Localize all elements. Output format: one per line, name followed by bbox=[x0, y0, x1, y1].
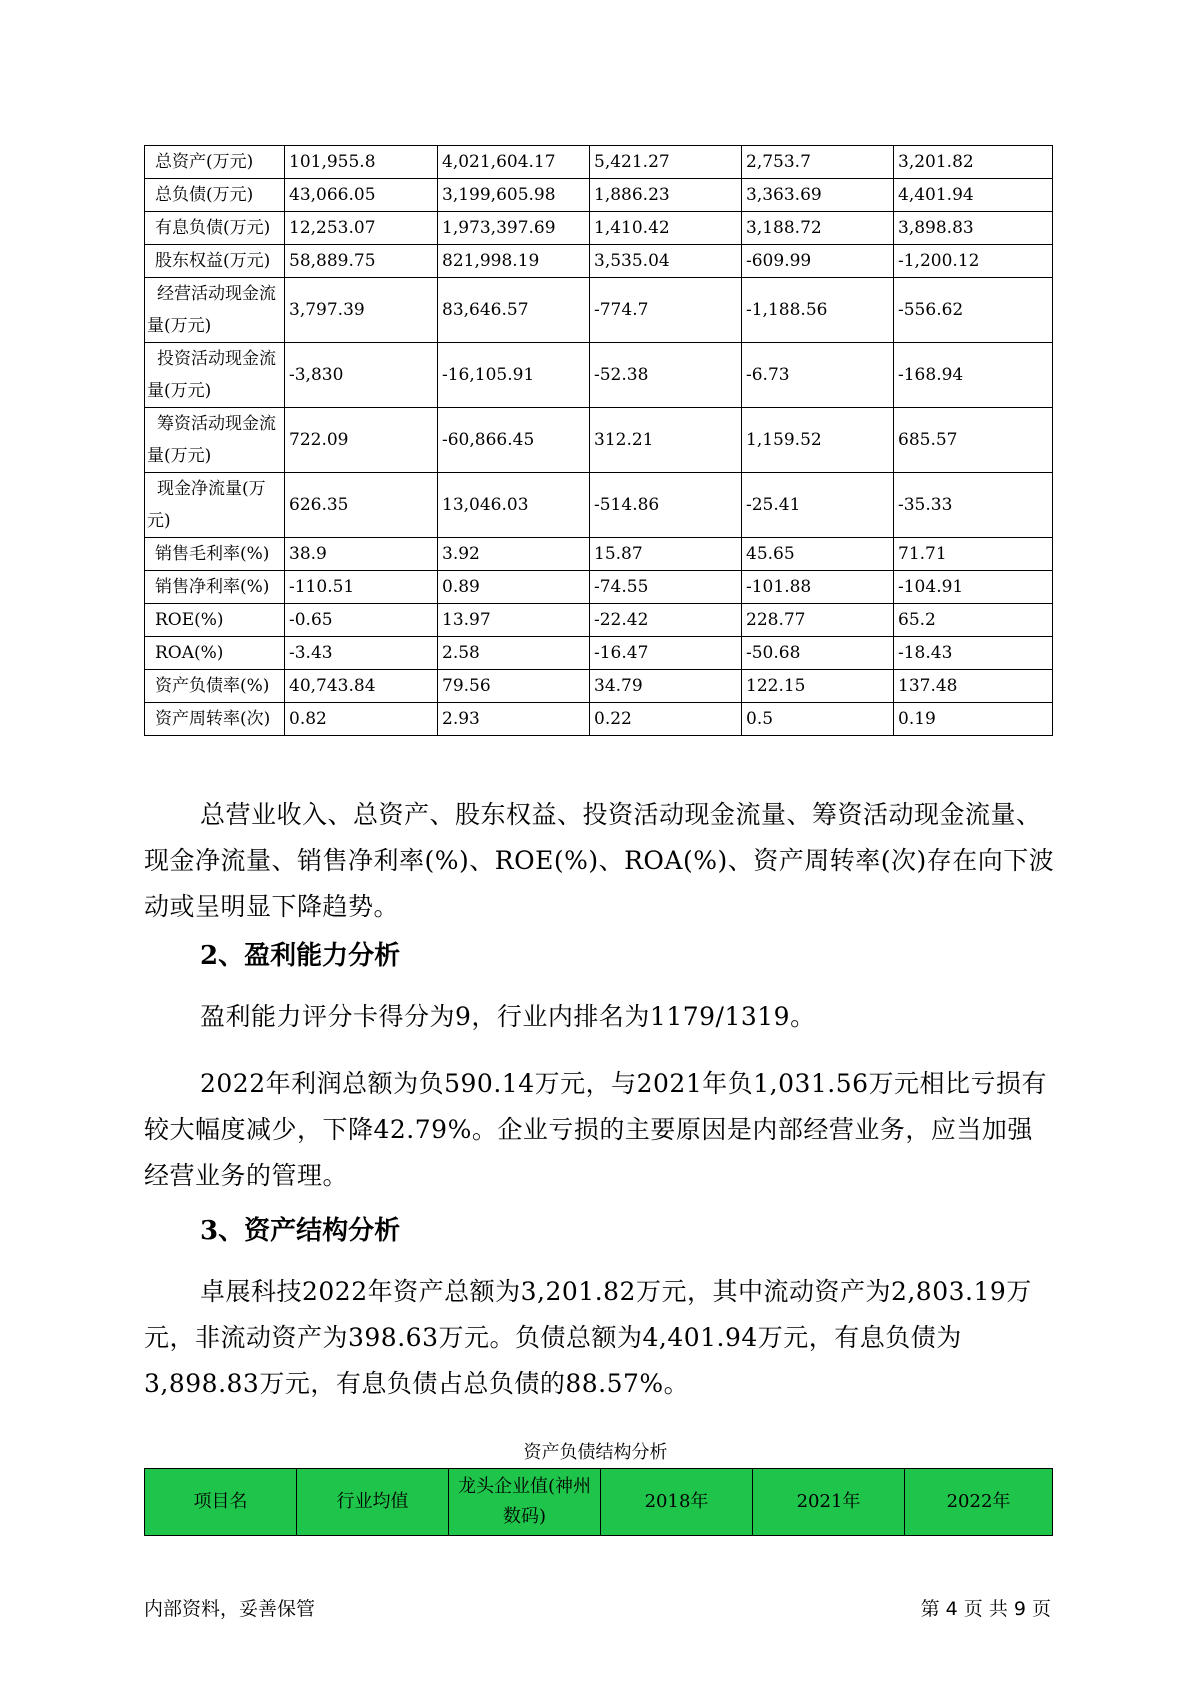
table-row bbox=[145, 343, 1053, 408]
table-cell: -74.55 bbox=[590, 571, 742, 604]
table-cell: 2.58 bbox=[438, 637, 590, 670]
header-leader-value: 龙头企业值(神州数码) bbox=[449, 1469, 601, 1536]
section-2-paragraph-2: 2022年利润总额为负590.14万元，与2021年负1,031.56万元相比亏损有较大幅度减少，下降42.79%。企业亏损的主要原因是内部经营业务，应当加强经营业务的管理。 bbox=[144, 1069, 1048, 1190]
table-cell: -16,105.91 bbox=[438, 343, 590, 408]
table-cell: 0.82 bbox=[285, 703, 438, 736]
table-cell: 1,159.52 bbox=[742, 408, 894, 473]
table-row bbox=[145, 703, 1053, 736]
row-label: 资产周转率(次) bbox=[145, 703, 285, 736]
table-cell: 43,066.05 bbox=[285, 179, 438, 212]
section-2-paragraph-1: 盈利能力评分卡得分为9，行业内排名为1179/1319。 bbox=[200, 1002, 816, 1031]
table-cell: 3,535.04 bbox=[590, 245, 742, 278]
table-cell: -1,200.12 bbox=[894, 245, 1053, 278]
table-cell: 228.77 bbox=[742, 604, 894, 637]
table-row bbox=[145, 473, 1053, 538]
row-label: 筹资活动现金流量(万元) bbox=[145, 408, 285, 473]
header-item-name: 项目名 bbox=[145, 1469, 297, 1536]
table-cell: 3,898.83 bbox=[894, 212, 1053, 245]
table-cell: -1,188.56 bbox=[742, 278, 894, 343]
table-cell: 137.48 bbox=[894, 670, 1053, 703]
table-cell: -556.62 bbox=[894, 278, 1053, 343]
table-cell: 1,973,397.69 bbox=[438, 212, 590, 245]
table-row bbox=[145, 146, 1053, 179]
footer-confidential-note: 内部资料，妥善保管 bbox=[144, 1598, 316, 1620]
table-cell: 38.9 bbox=[285, 538, 438, 571]
table-cell: -3.43 bbox=[285, 637, 438, 670]
table-cell: -514.86 bbox=[590, 473, 742, 538]
table-cell: -104.91 bbox=[894, 571, 1053, 604]
balance-structure-header-row bbox=[145, 1469, 1053, 1536]
table-cell: 3,188.72 bbox=[742, 212, 894, 245]
financial-indicator-table bbox=[144, 145, 1053, 736]
table-row bbox=[145, 637, 1053, 670]
row-label: ROE(%) bbox=[145, 604, 285, 637]
table-row bbox=[145, 670, 1053, 703]
table-cell: -60,866.45 bbox=[438, 408, 590, 473]
table-cell: -25.41 bbox=[742, 473, 894, 538]
row-label: 销售净利率(%) bbox=[145, 571, 285, 604]
table-cell: 34.79 bbox=[590, 670, 742, 703]
table-cell: 4,401.94 bbox=[894, 179, 1053, 212]
table-caption: 资产负债结构分析 bbox=[523, 1442, 668, 1463]
table-cell: -18.43 bbox=[894, 637, 1053, 670]
table-cell: 45.65 bbox=[742, 538, 894, 571]
table-cell: -50.68 bbox=[742, 637, 894, 670]
table-cell: 3.92 bbox=[438, 538, 590, 571]
table-cell: 40,743.84 bbox=[285, 670, 438, 703]
row-label: 总负债(万元) bbox=[145, 179, 285, 212]
table-row bbox=[145, 245, 1053, 278]
table-cell: 821,998.19 bbox=[438, 245, 590, 278]
table-cell: -168.94 bbox=[894, 343, 1053, 408]
row-label: 股东权益(万元) bbox=[145, 245, 285, 278]
table-cell: 0.19 bbox=[894, 703, 1053, 736]
header-2021: 2021年 bbox=[753, 1469, 905, 1536]
table-cell: 13.97 bbox=[438, 604, 590, 637]
header-industry-average: 行业均值 bbox=[297, 1469, 449, 1536]
table-cell: 83,646.57 bbox=[438, 278, 590, 343]
row-label: 总资产(万元) bbox=[145, 146, 285, 179]
table-cell: -22.42 bbox=[590, 604, 742, 637]
table-cell: 65.2 bbox=[894, 604, 1053, 637]
table-cell: 0.89 bbox=[438, 571, 590, 604]
table-cell: -609.99 bbox=[742, 245, 894, 278]
header-2022: 2022年 bbox=[905, 1469, 1053, 1536]
row-label: ROA(%) bbox=[145, 637, 285, 670]
row-label: 有息负债(万元) bbox=[145, 212, 285, 245]
row-label: 资产负债率(%) bbox=[145, 670, 285, 703]
table-cell: 1,886.23 bbox=[590, 179, 742, 212]
table-row bbox=[145, 604, 1053, 637]
balance-structure-table bbox=[144, 1468, 1053, 1536]
table-cell: 626.35 bbox=[285, 473, 438, 538]
table-cell: 685.57 bbox=[894, 408, 1053, 473]
header-2018: 2018年 bbox=[601, 1469, 753, 1536]
table-row bbox=[145, 538, 1053, 571]
table-cell: 2,753.7 bbox=[742, 146, 894, 179]
table-cell: -101.88 bbox=[742, 571, 894, 604]
table-cell: 58,889.75 bbox=[285, 245, 438, 278]
table-cell: 3,201.82 bbox=[894, 146, 1053, 179]
table-cell: -52.38 bbox=[590, 343, 742, 408]
table-cell: 4,021,604.17 bbox=[438, 146, 590, 179]
table-cell: 122.15 bbox=[742, 670, 894, 703]
table-cell: -35.33 bbox=[894, 473, 1053, 538]
table-cell: 71.71 bbox=[894, 538, 1053, 571]
table-cell: -110.51 bbox=[285, 571, 438, 604]
table-cell: 3,363.69 bbox=[742, 179, 894, 212]
section-3-paragraph-1: 卓展科技2022年资产总额为3,201.82万元，其中流动资产为2,803.19万元，非流动资产为398.63万元。负债总额为4,401.94万元，有息负债为3,898.83万元，有息负债占总负债的88.57%。 bbox=[144, 1277, 1032, 1398]
table-cell: 13,046.03 bbox=[438, 473, 590, 538]
table-row bbox=[145, 408, 1053, 473]
table-cell: 79.56 bbox=[438, 670, 590, 703]
financial-indicator-table-body bbox=[145, 146, 1053, 736]
table-cell: -6.73 bbox=[742, 343, 894, 408]
section-2-heading: 2、盈利能力分析 bbox=[200, 941, 401, 971]
row-label: 销售毛利率(%) bbox=[145, 538, 285, 571]
table-cell: 312.21 bbox=[590, 408, 742, 473]
table-cell: 5,421.27 bbox=[590, 146, 742, 179]
table-row bbox=[145, 278, 1053, 343]
table-cell: 1,410.42 bbox=[590, 212, 742, 245]
table-cell: -3,830 bbox=[285, 343, 438, 408]
row-label: 经营活动现金流量(万元) bbox=[145, 278, 285, 343]
table-cell: 3,797.39 bbox=[285, 278, 438, 343]
table-cell: 2.93 bbox=[438, 703, 590, 736]
row-label: 投资活动现金流量(万元) bbox=[145, 343, 285, 408]
table-cell: 0.5 bbox=[742, 703, 894, 736]
table-cell: 12,253.07 bbox=[285, 212, 438, 245]
table-cell: -774.7 bbox=[590, 278, 742, 343]
table-row bbox=[145, 179, 1053, 212]
row-label: 现金净流量(万元) bbox=[145, 473, 285, 538]
table-cell: 0.22 bbox=[590, 703, 742, 736]
table-cell: -16.47 bbox=[590, 637, 742, 670]
table-cell: 101,955.8 bbox=[285, 146, 438, 179]
footer-page-number: 第 4 页 共 9 页 bbox=[920, 1598, 1051, 1620]
table-cell: 15.87 bbox=[590, 538, 742, 571]
table-row bbox=[145, 571, 1053, 604]
trend-paragraph: 总营业收入、总资产、股东权益、投资活动现金流量、筹资活动现金流量、现金净流量、销售净利率(%)、ROE(%)、ROA(%)、资产周转率(次)存在向下波动或呈明显下降趋势。 bbox=[144, 800, 1055, 921]
table-cell: 722.09 bbox=[285, 408, 438, 473]
section-3-heading: 3、资产结构分析 bbox=[200, 1216, 401, 1246]
table-cell: 3,199,605.98 bbox=[438, 179, 590, 212]
table-cell: -0.65 bbox=[285, 604, 438, 637]
table-row bbox=[145, 212, 1053, 245]
